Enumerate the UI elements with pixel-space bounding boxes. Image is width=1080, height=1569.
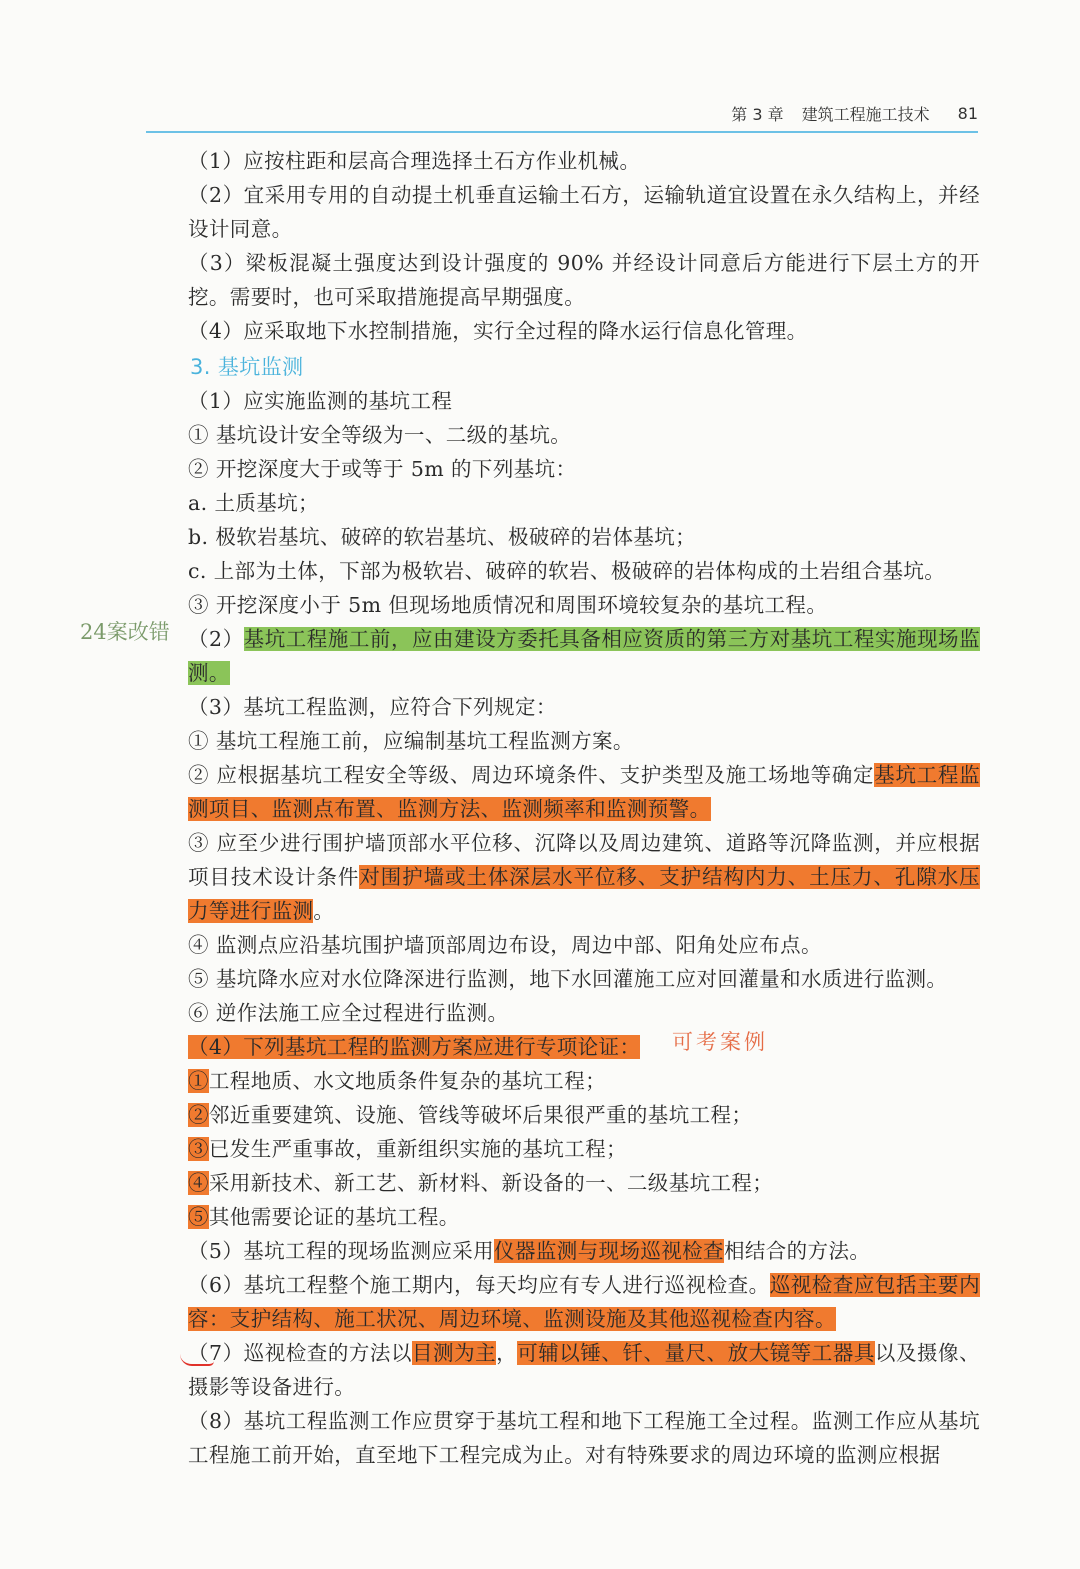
list-item: [148, 1166, 980, 1200]
orange-highlight: 仪器监测与现场巡视检查: [494, 1239, 724, 1263]
paragraph: [148, 622, 980, 690]
list-item: ② 开挖深度大于或等于 5m 的下列基坑：: [188, 457, 577, 481]
list-item: [148, 1132, 980, 1166]
orange-highlight: 可辅以锤、钎、量尺、放大镜等工器具: [517, 1341, 875, 1365]
text-run: 其他需要论证的基坑工程。: [208, 1205, 460, 1229]
text-run: ，: [496, 1341, 518, 1365]
paragraph: （3）梁板混凝土强度达到设计强度的 90% 并经设计同意后方能进行下层土方的开挖。需要时，也可采取措施提高早期强度。: [188, 251, 980, 309]
margin-note-left: 24案改错: [80, 620, 170, 644]
paragraph: （4）应采取地下水控制措施，实行全过程的降水运行信息化管理。: [188, 319, 808, 343]
header-rule: [146, 131, 978, 133]
list-item: ③ 开挖深度小于 5m 但现场地质情况和周围环境较复杂的基坑工程。: [188, 593, 828, 617]
text-run: 以及摄像、摄影等设备进行。: [188, 1341, 980, 1399]
list-item: c. 上部为土体，下部为极软岩、破碎的软岩、极破碎的岩体构成的土岩组合基坑。: [188, 559, 946, 583]
paragraph: （3）基坑工程监测，应符合下列规定：: [188, 695, 557, 719]
list-item: ⑤ 基坑降水应对水位降深进行监测，地下水回灌施工应对回灌量和水质进行监测。: [188, 967, 948, 991]
paragraph: （2）宜采用专用的自动提土机垂直运输土石方，运输轨道宜设置在永久结构上，并经设计同意。: [188, 183, 980, 241]
red-underline-mark: [180, 1354, 214, 1366]
page-header: [148, 100, 978, 126]
paragraph: [148, 1030, 980, 1064]
paragraph: （8）基坑工程监测工作应贯穿于基坑工程和地下工程施工全过程。监测工作应从基坑工程施工前开始，直至地下工程完成为止。对有特殊要求的周边环境的监测应根据: [188, 1409, 980, 1467]
list-item: b. 极软岩基坑、破碎的软岩基坑、极破碎的岩体基坑；: [188, 525, 697, 549]
text-run: （7）巡视检查的方法以: [188, 1341, 412, 1365]
list-item: [148, 1064, 980, 1098]
chapter-label: 第 3 章: [731, 104, 784, 124]
list-item: ① 基坑工程施工前，应编制基坑工程监测方案。: [188, 729, 634, 753]
text-run: （5）基坑工程的现场监测应采用: [188, 1239, 495, 1263]
chapter-title: 建筑工程施工技术: [801, 104, 930, 124]
paragraph: [148, 1268, 980, 1336]
item-number: ⑤: [188, 1205, 209, 1229]
list-item: a. 土质基坑；: [188, 491, 319, 515]
text-run: ③ 应至少进行围护墙顶部水平位移、沉降以及周边建筑、道路等沉降监测，并应根据项目技术设计条件: [188, 831, 980, 889]
item-number: （2）: [188, 627, 244, 651]
item-number: ④: [188, 1171, 209, 1195]
margin-note-right: 可考案例: [672, 1030, 768, 1054]
paragraph: [148, 1234, 980, 1268]
paragraph: （1）应按柱距和层高合理选择土石方作业机械。: [188, 149, 641, 173]
green-highlight: 基坑工程施工前，应由建设方委托具备相应资质的第三方对基坑工程实施现场监测。: [188, 627, 980, 685]
item-number: ①: [188, 1069, 209, 1093]
page-number: 81: [957, 103, 978, 123]
orange-highlight: 基坑工程监测项目、监测点布置、监测方法、监测频率和监测预警。: [188, 763, 981, 821]
list-item: [148, 1200, 980, 1234]
text-run: 邻近重要建筑、设施、管线等破坏后果很严重的基坑工程；: [208, 1103, 753, 1127]
section-heading: 3. 基坑监测: [190, 355, 304, 379]
list-item: [148, 758, 980, 826]
text-run: （6）基坑工程整个施工期内，每天均应有专人进行巡视检查。: [188, 1273, 770, 1297]
list-item: [148, 1098, 980, 1132]
list-item: [148, 826, 980, 928]
item-number: ③: [188, 1137, 209, 1161]
item-number: ②: [188, 1103, 209, 1127]
list-item: ④ 监测点应沿基坑围护墙顶部周边布设，周边中部、阳角处应布点。: [188, 933, 822, 957]
text-run: 已发生严重事故，重新组织实施的基坑工程；: [208, 1137, 627, 1161]
orange-highlight: （4）下列基坑工程的监测方案应进行专项论证：: [188, 1035, 641, 1059]
paragraph: [148, 1336, 980, 1404]
orange-highlight: 目测为主: [412, 1341, 497, 1365]
text-run: 。: [313, 899, 335, 923]
text-run: ② 应根据基坑工程安全等级、周边环境条件、支护类型及施工场地等确定: [188, 763, 875, 787]
page-body: [148, 144, 980, 1472]
orange-highlight: 巡视检查应包括主要内容：支护结构、施工状况、周边环境、监测设施及其他巡视检查内容。: [188, 1273, 980, 1331]
text-run: 工程地质、水文地质条件复杂的基坑工程；: [208, 1069, 607, 1093]
list-item: ⑥ 逆作法施工应全过程进行监测。: [188, 1001, 509, 1025]
text-run: 相结合的方法。: [723, 1239, 871, 1263]
list-item: ① 基坑设计安全等级为一、二级的基坑。: [188, 423, 572, 447]
text-run: 采用新技术、新工艺、新材料、新设备的一、二级基坑工程；: [208, 1171, 774, 1195]
paragraph: （1）应实施监测的基坑工程: [188, 389, 453, 413]
orange-highlight: 对围护墙或土体深层水平位移、支护结构内力、土压力、孔隙水压力等进行监测: [188, 865, 980, 923]
